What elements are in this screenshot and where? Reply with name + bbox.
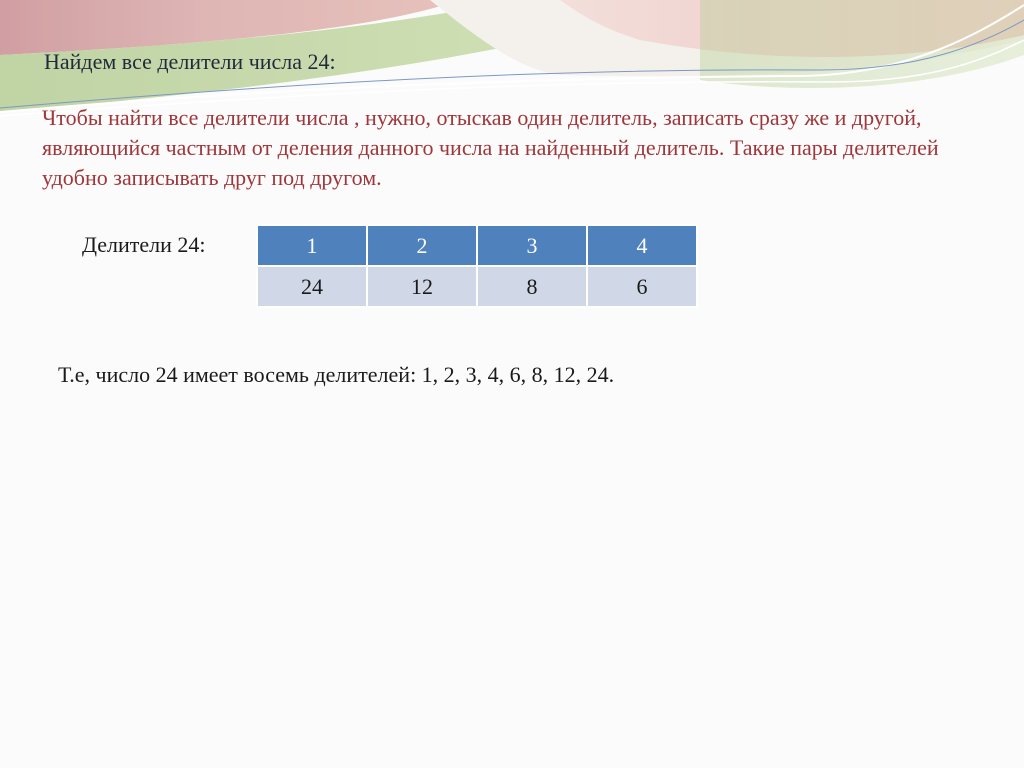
table-cell: 8	[477, 266, 587, 307]
intro-paragraph: Чтобы найти все делители числа , нужно, отыскав один делитель, записать сразу же и другой, являющийся частным от деления данного числа на найденный делитель. Такие пары делителей удобно записывать друг под другом.	[42, 105, 939, 190]
table-cell: 12	[367, 266, 477, 307]
table-cell: 4	[587, 225, 697, 266]
table-row-bottom	[257, 266, 697, 307]
table-label: Делители 24:	[82, 232, 206, 257]
table-cell: 24	[257, 266, 367, 307]
table-cell: 3	[477, 225, 587, 266]
table-row-top	[257, 225, 697, 266]
divisors-table	[256, 224, 698, 308]
table-cell: 2	[367, 225, 477, 266]
conclusion-text: Т.е, число 24 имеет восемь делителей: 1, 2, 3, 4, 6, 8, 12, 24.	[58, 362, 615, 387]
table-cell: 1	[257, 225, 367, 266]
table-cell: 6	[587, 266, 697, 307]
slide-title: Найдем все делители числа 24:	[44, 49, 336, 74]
